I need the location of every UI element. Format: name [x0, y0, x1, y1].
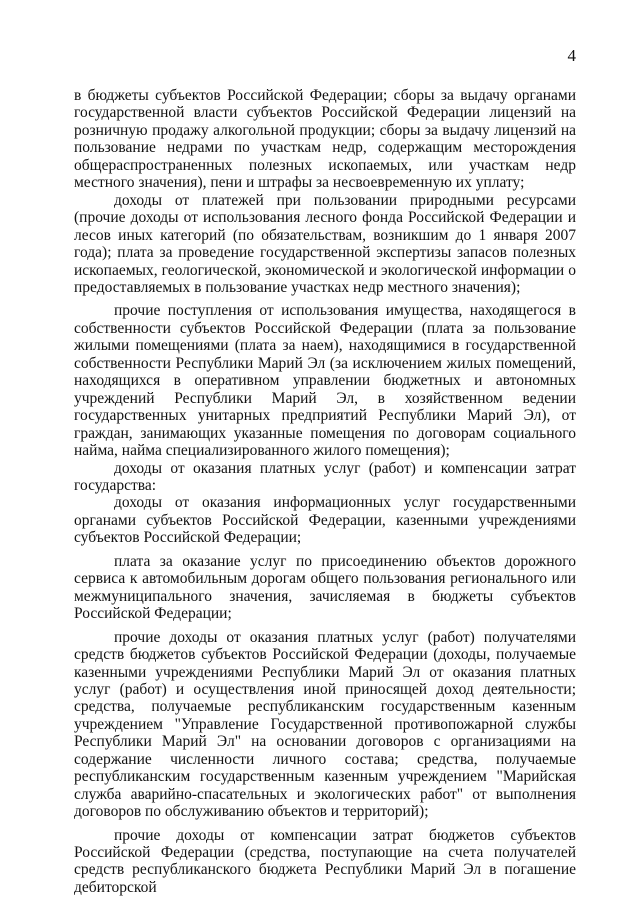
paragraph-8: прочие доходы от компенсации затрат бюджетов субъектов Российской Федерации (средства, поступающие на счета получателей средств республиканского бюджета Республики Марий Эл в погашение дебиторской — [74, 826, 576, 896]
paragraph-2: доходы от платежей при пользовании природными ресурсами (прочие доходы от использования лесного фонда Российской Федерации и лесов иных категорий (по обязательствам, возникшим до 1 января 2007 года); плата за проведение государственной экспертизы запасов полезных ископаемых, геологической, экономической и экологической информации о предоставляемых в пользование участках недр местного значения); — [74, 191, 576, 296]
paragraph-6: плата за оказание услуг по присоединению объектов дорожного сервиса к автомобильным дорогам общего пользования регионального или межмуниципального значения, зачисляемая в бюджеты субъектов Российской Федерации; — [74, 552, 576, 623]
paragraph-4: доходы от оказания платных услуг (работ) и компенсации затрат государства: — [74, 459, 576, 494]
paragraph-7: прочие доходы от оказания платных услуг (работ) получателями средств бюджетов субъектов Российской Федерации (доходы, получаемые казенными учреждениями Республики Марий Эл от оказания платных услуг (работ) и осуществления иной приносящей доход деятельности; средства, получаемые республиканским государственным казенным учреждением "Управление Государственной противопожарной службы Республики Марий Эл" на основании договоров с организациями на содержание численности личного состава; средства, получаемые республиканским государственным казенным учреждением "Марийская служба аварийно-спасательных и экологических работ" от выполнения договоров по обслуживанию объектов и территорий); — [74, 628, 576, 821]
paragraph-5: доходы от оказания информационных услуг государственными органами субъектов Российской Федерации, казенными учреждениями субъектов Российской Федерации; — [74, 494, 576, 547]
paragraph-1: в бюджеты субъектов Российской Федерации; сборы за выдачу органами государственной власти субъектов Российской Федерации лицензий на розничную продажу алкогольной продукции; сборы за выдачу лицензий на пользование недрами по участкам недр, содержащим месторождения общераспространенных полезных ископаемых, или участкам недр местного значения), пени и штрафы за несвоевременную их уплату; — [74, 87, 576, 192]
page-number: 4 — [567, 46, 576, 65]
paragraph-3: прочие поступления от использования имущества, находящегося в собственности субъектов Российской Федерации (плата за пользование жилыми помещениями (плата за наем), находящимися в государственной собственности Республики Марий Эл (за исключением жилых помещений, находящихся в оперативном управлении бюджетных и автономных учреждений Республики Марий Эл, в хозяйственном ведении государственных унитарных предприятий Республики Марий Эл), от граждан, занимающих указанные помещения по договорам социального найма, найма специализированного жилого помещения); — [74, 302, 576, 460]
document-body — [74, 87, 576, 896]
